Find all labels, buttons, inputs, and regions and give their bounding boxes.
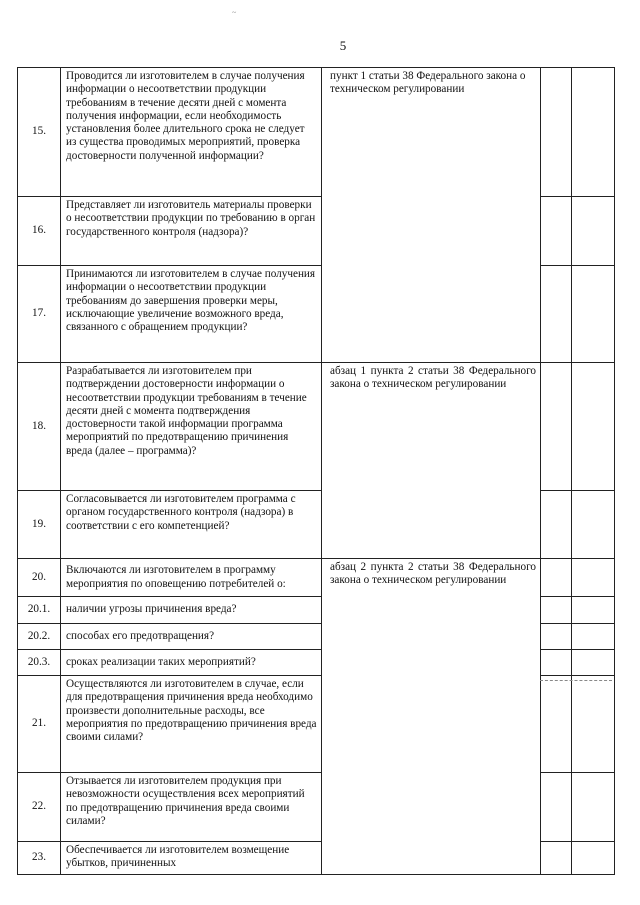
table-row bbox=[18, 559, 615, 597]
question-text: Осуществляются ли изготовителем в случае, если для предотвращения причинения вреда необходимо произвести дополнительные расходы, все мероприятия по предотвращению причинения вреда своими силами? bbox=[61, 676, 322, 773]
answer-cell-yes[interactable] bbox=[541, 597, 572, 624]
row-number: 22. bbox=[18, 773, 61, 842]
answer-cell-no[interactable] bbox=[572, 676, 615, 773]
answer-cell-yes[interactable] bbox=[541, 68, 572, 197]
question-text: Проводится ли изготовителем в случае получения информации о несоответствии продукции требованиям в течение десяти дней с момента получения информации, если необходимость установления более длительного срока не следует из существа проводимых мероприятий, проверка достоверности полученной информации? bbox=[61, 68, 322, 197]
table-row bbox=[18, 68, 615, 197]
row-number: 17. bbox=[18, 266, 61, 363]
row-number: 16. bbox=[18, 197, 61, 266]
answer-cell-no[interactable] bbox=[572, 559, 615, 597]
answer-cell-no[interactable] bbox=[572, 266, 615, 363]
answer-cell-yes[interactable] bbox=[541, 559, 572, 597]
page-number: 5 bbox=[339, 38, 347, 53]
row-number: 15. bbox=[18, 68, 61, 197]
question-text: Разрабатывается ли изготовителем при подтверждении достоверности информации о несоответствии продукции требованиям в течение десяти дней с момента подтверждения достоверности такой информации программа мероприятий по предотвращению причинения вреда (далее – программа)? bbox=[61, 363, 322, 491]
answer-cell-yes[interactable] bbox=[541, 773, 572, 842]
scan-dash-artifact bbox=[540, 680, 612, 682]
answer-cell-yes[interactable] bbox=[541, 266, 572, 363]
question-text: сроках реализации таких мероприятий? bbox=[61, 650, 322, 676]
row-number: 20. bbox=[18, 559, 61, 597]
row-number: 19. bbox=[18, 491, 61, 559]
reference-cell bbox=[322, 68, 541, 363]
row-number: 21. bbox=[18, 676, 61, 773]
question-text: Принимаются ли изготовителем в случае получения информации о несоответствии продукции требованиям до завершения проверки меры, исключающие увеличение возможного вреда, связанного с обращением продукции? bbox=[61, 266, 322, 363]
reference-text: абзац 2 пункта 2 статьи 38 Федерального закона о техническом регулировании bbox=[330, 561, 536, 587]
table-row bbox=[18, 363, 615, 491]
question-text: Включаются ли изготовителем в программу мероприятия по оповещению потребителей о: bbox=[61, 559, 322, 597]
row-number: 20.2. bbox=[18, 624, 61, 650]
answer-cell-no[interactable] bbox=[572, 68, 615, 197]
question-text: способах его предотвращения? bbox=[61, 624, 322, 650]
answer-cell-no[interactable] bbox=[572, 363, 615, 491]
question-text: Отзывается ли изготовителем продукция при невозможности осуществления всех мероприятий по предотвращению причинения вреда своими силами? bbox=[61, 773, 322, 842]
reference-text: пункт 1 статьи 38 Федерального закона о техническом регулировании bbox=[330, 70, 526, 96]
checklist-table bbox=[17, 67, 615, 875]
scan-speck: ~ bbox=[232, 8, 237, 17]
answer-cell-yes[interactable] bbox=[541, 624, 572, 650]
reference-cell bbox=[322, 559, 541, 875]
answer-cell-no[interactable] bbox=[572, 842, 615, 875]
row-number: 23. bbox=[18, 842, 61, 875]
answer-cell-no[interactable] bbox=[572, 197, 615, 266]
answer-cell-yes[interactable] bbox=[541, 197, 572, 266]
answer-cell-no[interactable] bbox=[572, 491, 615, 559]
question-text: Представляет ли изготовитель материалы проверки о несоответствии продукции по требованию в орган государственного контроля (надзора)? bbox=[61, 197, 322, 266]
question-text: Обеспечивается ли изготовителем возмещение убытков, причиненных bbox=[61, 842, 322, 875]
answer-cell-no[interactable] bbox=[572, 624, 615, 650]
answer-cell-no[interactable] bbox=[572, 773, 615, 842]
answer-cell-yes[interactable] bbox=[541, 363, 572, 491]
answer-cell-yes[interactable] bbox=[541, 491, 572, 559]
answer-cell-no[interactable] bbox=[572, 597, 615, 624]
answer-cell-no[interactable] bbox=[572, 650, 615, 676]
answer-cell-yes[interactable] bbox=[541, 650, 572, 676]
reference-text: абзац 1 пункта 2 статьи 38 Федерального закона о техническом регулировании bbox=[330, 365, 536, 391]
answer-cell-yes[interactable] bbox=[541, 842, 572, 875]
row-number: 20.3. bbox=[18, 650, 61, 676]
row-number: 20.1. bbox=[18, 597, 61, 624]
reference-cell bbox=[322, 363, 541, 559]
question-text: Согласовывается ли изготовителем программа с органом государственного контроля (надзора) в соответствии с его компетенцией? bbox=[61, 491, 322, 559]
question-text: наличии угрозы причинения вреда? bbox=[61, 597, 322, 624]
answer-cell-yes[interactable] bbox=[541, 676, 572, 773]
row-number: 18. bbox=[18, 363, 61, 491]
